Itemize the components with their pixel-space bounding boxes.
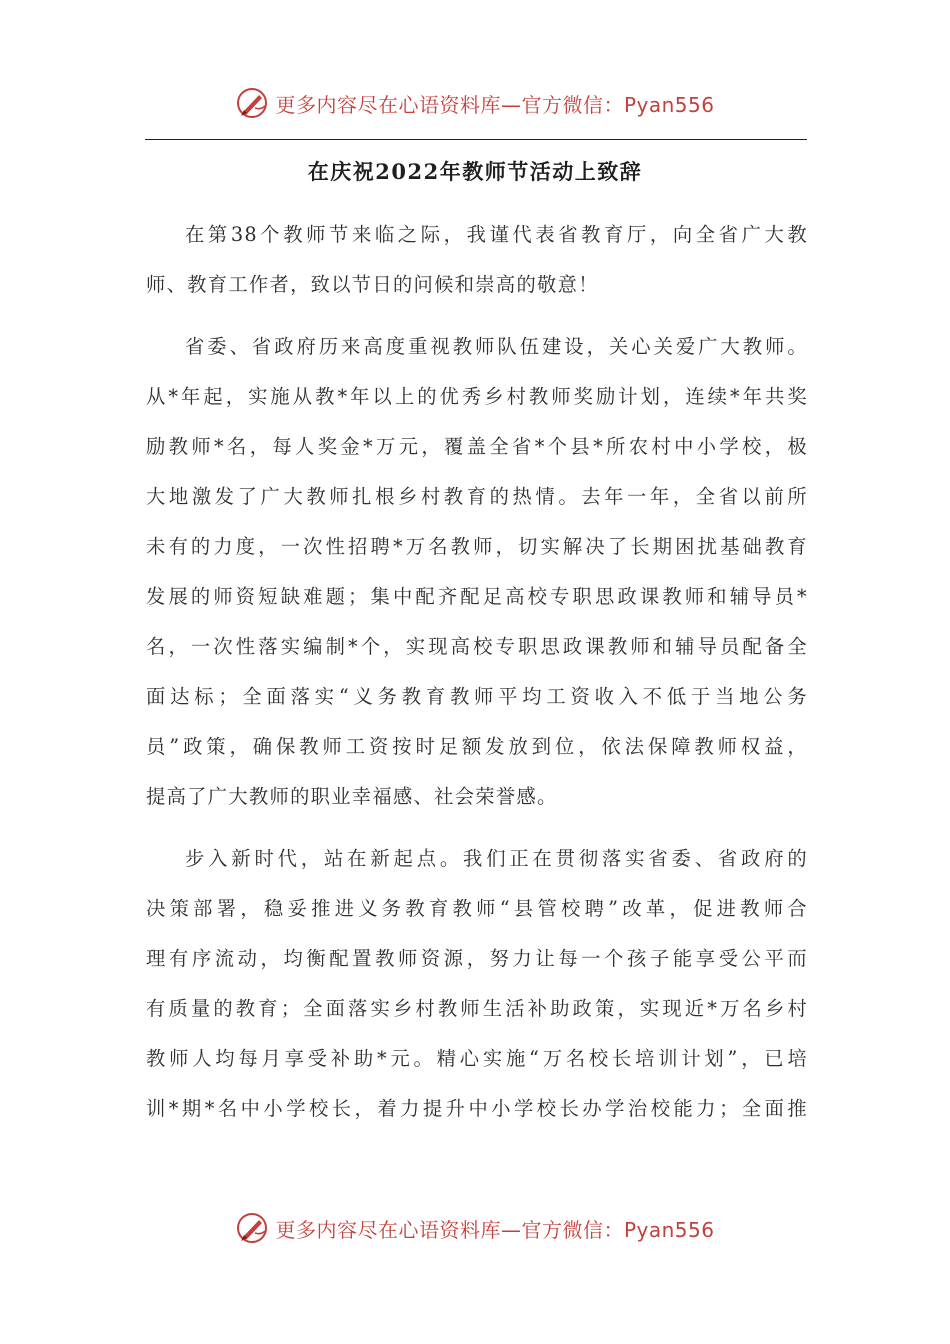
paragraph-3	[146, 834, 808, 1134]
footer-banner	[0, 1211, 950, 1245]
paragraph-1	[146, 210, 808, 310]
text-line: 决策部署，稳妥推进义务教育教师“县管校聘”改革，促进教师合	[146, 897, 808, 920]
header-divider	[145, 139, 807, 140]
text-line: 在第38个教师节来临之际，我谨代表省教育厅，向全省广大教	[185, 223, 808, 246]
text-line: 步入新时代，站在新起点。我们正在贯彻落实省委、省政府的	[185, 847, 808, 870]
text-line: 省委、省政府历来高度重视教师队伍建设，关心关爱广大教师。	[185, 335, 808, 358]
text-line: 从*年起，实施从教*年以上的优秀乡村教师奖励计划，连续*年共奖	[146, 385, 808, 408]
text-line: 未有的力度，一次性招聘*万名教师，切实解决了长期困扰基础教育	[146, 535, 808, 558]
text-line: 名，一次性落实编制*个，实现高校专职思政课教师和辅导员配备全	[146, 635, 808, 658]
text-line: 大地激发了广大教师扎根乡村教育的热情。去年一年，全省以前所	[146, 485, 808, 508]
text-line: 理有序流动，均衡配置教师资源，努力让每一个孩子能享受公平而	[146, 947, 808, 970]
text-line: 师、教育工作者，致以节日的问候和崇高的敬意！	[146, 273, 599, 296]
text-line: 励教师*名，每人奖金*万元，覆盖全省*个县*所农村中小学校，极	[146, 435, 808, 458]
text-line: 提高了广大教师的职业幸福感、社会荣誉感。	[146, 785, 558, 808]
paragraph-2	[146, 322, 808, 822]
document-body	[146, 210, 808, 1146]
text-line: 训*期*名中小学校长，着力提升中小学校长办学治校能力；全面推	[146, 1097, 808, 1120]
pen-logo-icon	[235, 86, 269, 120]
footer-banner-text: 更多内容尽在心语资料库—官方微信：Pyan556	[275, 1217, 715, 1242]
document-title: 在庆祝2022年教师节活动上致辞	[307, 159, 643, 184]
text-line: 面达标；全面落实“义务教育教师平均工资收入不低于当地公务	[146, 685, 808, 708]
header-banner-text: 更多内容尽在心语资料库—官方微信：Pyan556	[275, 92, 715, 117]
pen-logo-icon	[235, 1211, 269, 1245]
text-line: 发展的师资短缺难题；集中配齐配足高校专职思政课教师和辅导员*	[146, 585, 808, 608]
header-banner	[0, 86, 950, 120]
text-line: 员”政策，确保教师工资按时足额发放到位，依法保障教师权益，	[146, 735, 808, 758]
text-line: 有质量的教育；全面落实乡村教师生活补助政策，实现近*万名乡村	[146, 997, 808, 1020]
text-line: 教师人均每月享受补助*元。精心实施“万名校长培训计划”，已培	[146, 1047, 808, 1070]
